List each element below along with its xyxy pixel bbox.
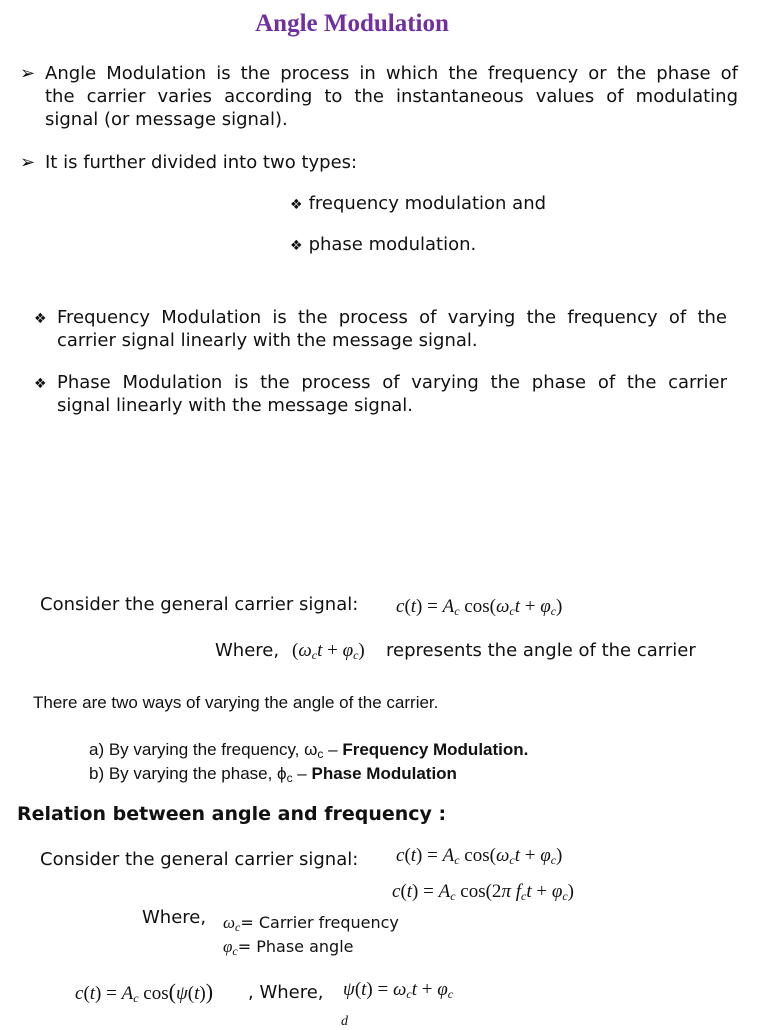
relation-heading: Relation between angle and frequency : <box>17 803 447 825</box>
carrier-equation: $c(t) = A_c$ $\cos(\omega_ct + \varphi_c)$ <box>396 596 563 618</box>
wc-definition: $\omega_c=$ Carrier frequency <box>223 913 399 934</box>
type-item-phase: ❖ phase modulation. <box>290 234 477 255</box>
carrier-angle-text: represents the angle of the carrier <box>386 640 696 661</box>
intro-types-line: It is further divided into two types: <box>45 152 358 173</box>
relation-where-label: Where, <box>142 907 207 928</box>
type-item-frequency: ❖ frequency modulation and <box>290 193 547 214</box>
pm-definition-line-1: Phase Modulation is the process of varying the phase of the carrier <box>57 372 727 393</box>
intro-line-2: the carrier varies according to the instantaneous values of modulating <box>45 86 738 107</box>
phic-definition: $\varphi_c=$ Phase angle <box>223 937 354 958</box>
arrow-bullet-icon: ➢ <box>20 63 36 84</box>
pm-definition-line-2: signal linearly with the message signal. <box>57 395 414 416</box>
diamond-bullet-icon: ❖ <box>290 238 303 254</box>
arrow-bullet-icon: ➢ <box>20 152 36 173</box>
relation-consider-text: Consider the general carrier signal: <box>40 849 359 870</box>
intro-line-1: Angle Modulation is the process in which the frequency or the phase of <box>45 63 738 84</box>
intro-line-3: signal (or message signal). <box>45 109 288 130</box>
psi-equation: $c(t) = A_c$ cos(ψ(t)) <box>75 979 214 1005</box>
fm-definition-line-2: carrier signal linearly with the message signal. <box>57 330 478 351</box>
cut-off-glyph: d <box>341 1014 348 1029</box>
diamond-bullet-icon: ❖ <box>34 376 47 392</box>
diamond-bullet-icon: ❖ <box>290 197 303 213</box>
relation-equation-2: $c(t) = A_c$ cos(2π $f_ct + \varphi_c$) <box>392 881 574 903</box>
carrier-angle-expression: $(\omega_ct + \varphi_c)$ <box>292 640 365 662</box>
way-a: a) By varying the frequency, $\omega_c$ – Frequency Modulation. <box>89 740 529 761</box>
relation-equation-1: $c(t) = A_c$ $\cos(\omega_ct + \varphi_c)$ <box>396 845 563 867</box>
way-b: b) By varying the phase, $\phi_c$ – Phase Modulation <box>89 764 457 785</box>
carrier-consider-text: Consider the general carrier signal: <box>40 594 359 615</box>
ways-intro: There are two ways of varying the angle of the carrier. <box>33 693 439 712</box>
page-title: Angle Modulation <box>255 10 449 37</box>
psi-where-label: , Where, <box>248 982 324 1003</box>
psi-definition: $\psi(t) = \omega_ct + \varphi_c$ <box>343 979 454 1001</box>
carrier-where-label: Where, <box>215 640 280 661</box>
fm-definition-line-1: Frequency Modulation is the process of varying the frequency of the <box>57 307 727 328</box>
diamond-bullet-icon: ❖ <box>34 311 47 327</box>
